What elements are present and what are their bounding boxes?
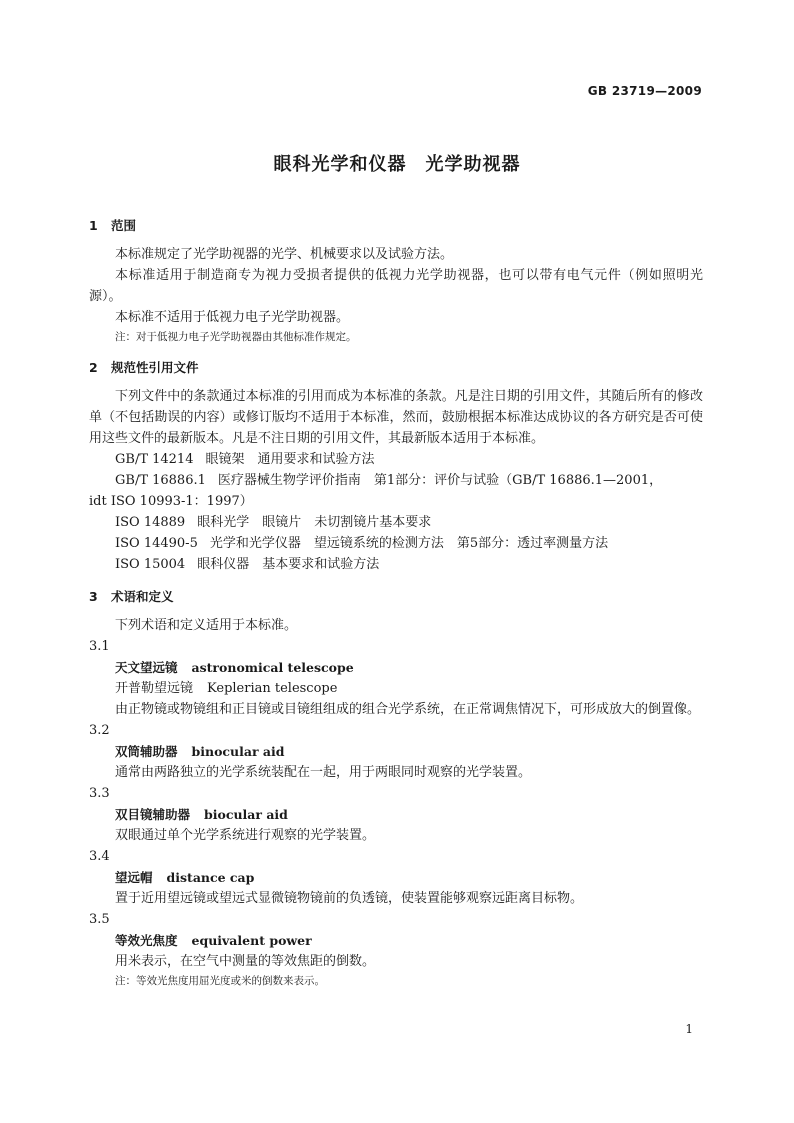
reference-code: GB/T 16886.1 [115, 473, 206, 488]
reference-continuation: idt ISO 10993-1：1997） [89, 494, 253, 509]
term-number: 3.1 [89, 639, 110, 654]
section-number: 3 [89, 589, 98, 604]
synonym-zh: 开普勒望远镜 [115, 681, 194, 696]
term-en: biocular aid [204, 807, 288, 822]
term-zh: 等效光焦度 [115, 933, 178, 948]
paragraph: 本标准不适用于低视力电子光学助视器。 [115, 310, 350, 325]
paragraph: 本标准适用于制造商专为视力受损者提供的低视力光学助视器，也可以带有电气元件（例如照明光源）。 [89, 268, 703, 304]
section-title: 规范性引用文件 [111, 360, 199, 375]
term-definition: 由正物镜或物镜组和正目镜或目镜组组成的组合光学系统，在正常调焦情况下，可形成放大的倒置像。 [115, 702, 701, 717]
term-synonym [89, 678, 703, 699]
section-number: 2 [89, 360, 98, 375]
section-number: 1 [89, 218, 98, 233]
term-number: 3.2 [89, 723, 110, 738]
paragraph: 下列术语和定义适用于本标准。 [115, 618, 298, 633]
reference-item [89, 449, 703, 470]
term-name [89, 867, 703, 888]
term-number: 3.3 [89, 786, 110, 801]
document-body [89, 216, 703, 990]
term-name [89, 804, 703, 825]
paragraph: 下列文件中的条款通过本标准的引用而成为本标准的条款。凡是注日期的引用文件，其随后所有的修改单（不包括勘误的内容）或修订版均不适用于本标准，然而，鼓励根据本标准达成协议的各方研究是否可使用这些文件的最新版本。凡是不注日期的引用文件，其最新版本适用于本标准。 [89, 389, 703, 446]
term-zh: 天文望远镜 [115, 660, 178, 675]
term-en: distance cap [166, 870, 255, 885]
reference-code: ISO 14889 [115, 515, 186, 530]
term-en: astronomical telescope [191, 660, 354, 675]
reference-title: 光学和光学仪器 望远镜系统的检测方法 第5部分：透过率测量方法 [209, 536, 609, 551]
section-title: 术语和定义 [111, 589, 174, 604]
reference-item [89, 533, 703, 554]
reference-item [89, 554, 703, 575]
reference-code: ISO 14490-5 [115, 536, 198, 551]
term-definition: 用米表示，在空气中测量的等效焦距的倒数。 [115, 954, 376, 969]
term-en: equivalent power [191, 933, 312, 948]
reference-title: 医疗器械生物学评价指南 第1部分：评价与试验（GB/T 16886.1—2001， [217, 473, 663, 488]
section-heading [89, 216, 703, 236]
section-title: 范围 [111, 218, 137, 233]
reference-title: 眼镜架 通用要求和试验方法 [205, 452, 375, 467]
term-name [89, 741, 703, 762]
reference-code: GB/T 14214 [115, 452, 194, 467]
synonym-en: Keplerian telescope [207, 681, 338, 696]
reference-title: 眼科光学 眼镜片 未切割镜片基本要求 [197, 515, 432, 530]
document-title: 眼科光学和仪器 光学助视器 [273, 154, 521, 175]
term-number: 3.4 [89, 849, 110, 864]
term-definition: 双眼通过单个光学系统进行观察的光学装置。 [115, 828, 376, 843]
term-name [89, 930, 703, 951]
standard-number: GB 23719—2009 [587, 84, 702, 98]
reference-title: 眼科仪器 基本要求和试验方法 [197, 557, 380, 572]
paragraph: 本标准规定了光学助视器的光学、机械要求以及试验方法。 [115, 247, 454, 262]
term-name [89, 657, 703, 678]
term-en: binocular aid [191, 744, 285, 759]
section-heading [89, 587, 703, 607]
reference-code: ISO 15004 [115, 557, 186, 572]
term-zh: 双筒辅助器 [115, 744, 178, 759]
term-number: 3.5 [89, 912, 110, 927]
note: 注：等效光焦度用屈光度或米的倒数来表示。 [115, 975, 325, 987]
term-definition: 通常由两路独立的光学系统装配在一起，用于两眼同时观察的光学装置。 [115, 765, 532, 780]
term-zh: 望远帽 [115, 870, 153, 885]
reference-item [89, 470, 703, 491]
term-zh: 双目镜辅助器 [115, 807, 191, 822]
note: 注：对于低视力电子光学助视器由其他标准作规定。 [115, 331, 357, 343]
section-heading [89, 358, 703, 378]
reference-item [89, 512, 703, 533]
page-number: 1 [685, 1022, 693, 1036]
term-definition: 置于近用望远镜或望远式显微镜物镜前的负透镜，使装置能够观察远距离目标物。 [115, 891, 584, 906]
